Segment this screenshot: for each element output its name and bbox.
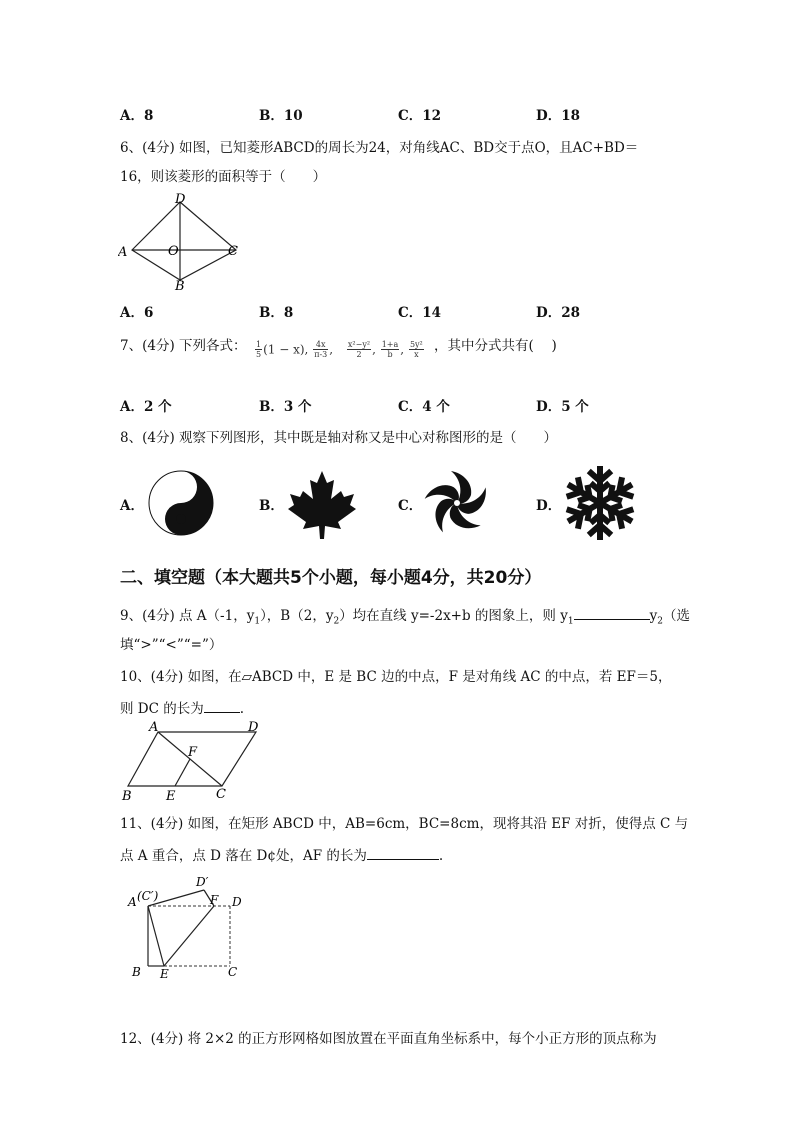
label-d: D (248, 720, 259, 735)
q8-option-c: C． (398, 498, 423, 514)
label-c: C (228, 965, 238, 979)
parallelogram-figure (118, 718, 266, 804)
label-a: A (128, 895, 137, 909)
q10-stem-line2: 则 DC 的长为 . (120, 701, 245, 717)
q6-option-d: D．28 (536, 305, 580, 321)
q5-option-c: C．12 (398, 108, 442, 124)
q7-option-d: D．5 个 (536, 399, 589, 415)
section-heading: 二、填空题（本大题共5个小题，每小题4分，共20分） (120, 568, 542, 588)
q6-option-b: B．8 (259, 305, 294, 321)
q11-answer-blank (367, 859, 439, 860)
q9-answer-blank (574, 619, 650, 620)
q8-option-b: B． (259, 498, 284, 514)
q11-stem-line2: 点 A 重合，点 D 落在 D¢处，AF 的长为 . (120, 848, 444, 864)
q12-stem-line1: 12、(4分) 将 2×2 的正方形网格如图放置在平面直角坐标系中，每个小正方形的顶点称为 (120, 1031, 657, 1047)
label-o: O (168, 244, 179, 259)
q7-stem-prefix: 7、(4分) 下列各式： (120, 338, 247, 354)
label-c: C (216, 787, 226, 802)
q7-option-a: A．2 个 (120, 399, 172, 415)
q6-option-c: C．14 (398, 305, 442, 321)
q9-stem-line1: 9、(4分) 点 A（-1，$y_1$），B（2，$y_2$）均在直线 y=-2x+b 的图象上，则 $y_1$ $y_2$（选 (120, 608, 690, 627)
q8-option-d: D． (536, 498, 562, 514)
q7-option-c: C．4 个 (398, 399, 450, 415)
label-d: D (232, 895, 242, 909)
label-d: D (175, 192, 186, 207)
label-b: B (132, 965, 141, 979)
q5-option-d: D．18 (536, 108, 580, 124)
q6-stem-line2: 16，则该菱形的面积等于（ ） (120, 169, 327, 185)
label-e: E (166, 789, 176, 804)
label-f: F (210, 893, 219, 907)
rhombus-figure (118, 192, 248, 292)
q5-option-a: A．8 (120, 108, 154, 124)
label-a: A (118, 245, 128, 260)
bauhinia-flower-icon (421, 469, 493, 537)
q10-stem-line1: 10、(4分) 如图，在▱ABCD 中，E 是 BC 边的中点，F 是对角线 AC 的中点，若 EF＝5， (120, 669, 672, 685)
q7-stem-suffix: ，其中分式共有( ) (434, 338, 557, 354)
q6-stem-line1: 6、(4分) 如图，已知菱形ABCD的周长为24，对角线AC、BD交于点O，且AC+BD＝ (120, 140, 639, 156)
label-c-prime: (C′) (137, 889, 159, 903)
label-c: C (228, 244, 238, 259)
q8-stem: 8、(4分) 观察下列图形，其中既是轴对称又是中心对称图形的是（ ） (120, 430, 558, 446)
label-b: B (122, 789, 132, 804)
snowflake-icon (560, 465, 640, 541)
maple-leaf-icon (286, 469, 358, 539)
label-d-prime: D′ (196, 875, 209, 889)
q10-answer-blank (204, 712, 240, 713)
q5-option-b: B．10 (259, 108, 303, 124)
yin-yang-icon (146, 469, 216, 537)
q9-stem-line2: 填“>”“<”“=”） (120, 637, 223, 653)
q8-option-a: A． (120, 498, 144, 514)
label-e: E (160, 967, 169, 981)
label-f: F (188, 745, 198, 760)
q7-expressions: $\frac{1}{5}$ (1 − x), $\frac{4x}{\pi-3}$ , $\frac{\text{x²−y²}}{2}$ , $\frac{1+a}{b}$ , $\frac{\text{5y²}}{x}$ (256, 340, 423, 359)
label-b: B (175, 279, 185, 292)
q11-stem-line1: 11、(4分) 如图，在矩形 ABCD 中，AB=6cm，BC=8cm，现将其沿 EF 对折，使得点 C 与 (120, 816, 689, 832)
q6-option-a: A．6 (120, 305, 154, 321)
rectangle-fold-figure (124, 870, 254, 982)
label-a: A (149, 720, 159, 735)
q7-option-b: B．3 个 (259, 399, 312, 415)
